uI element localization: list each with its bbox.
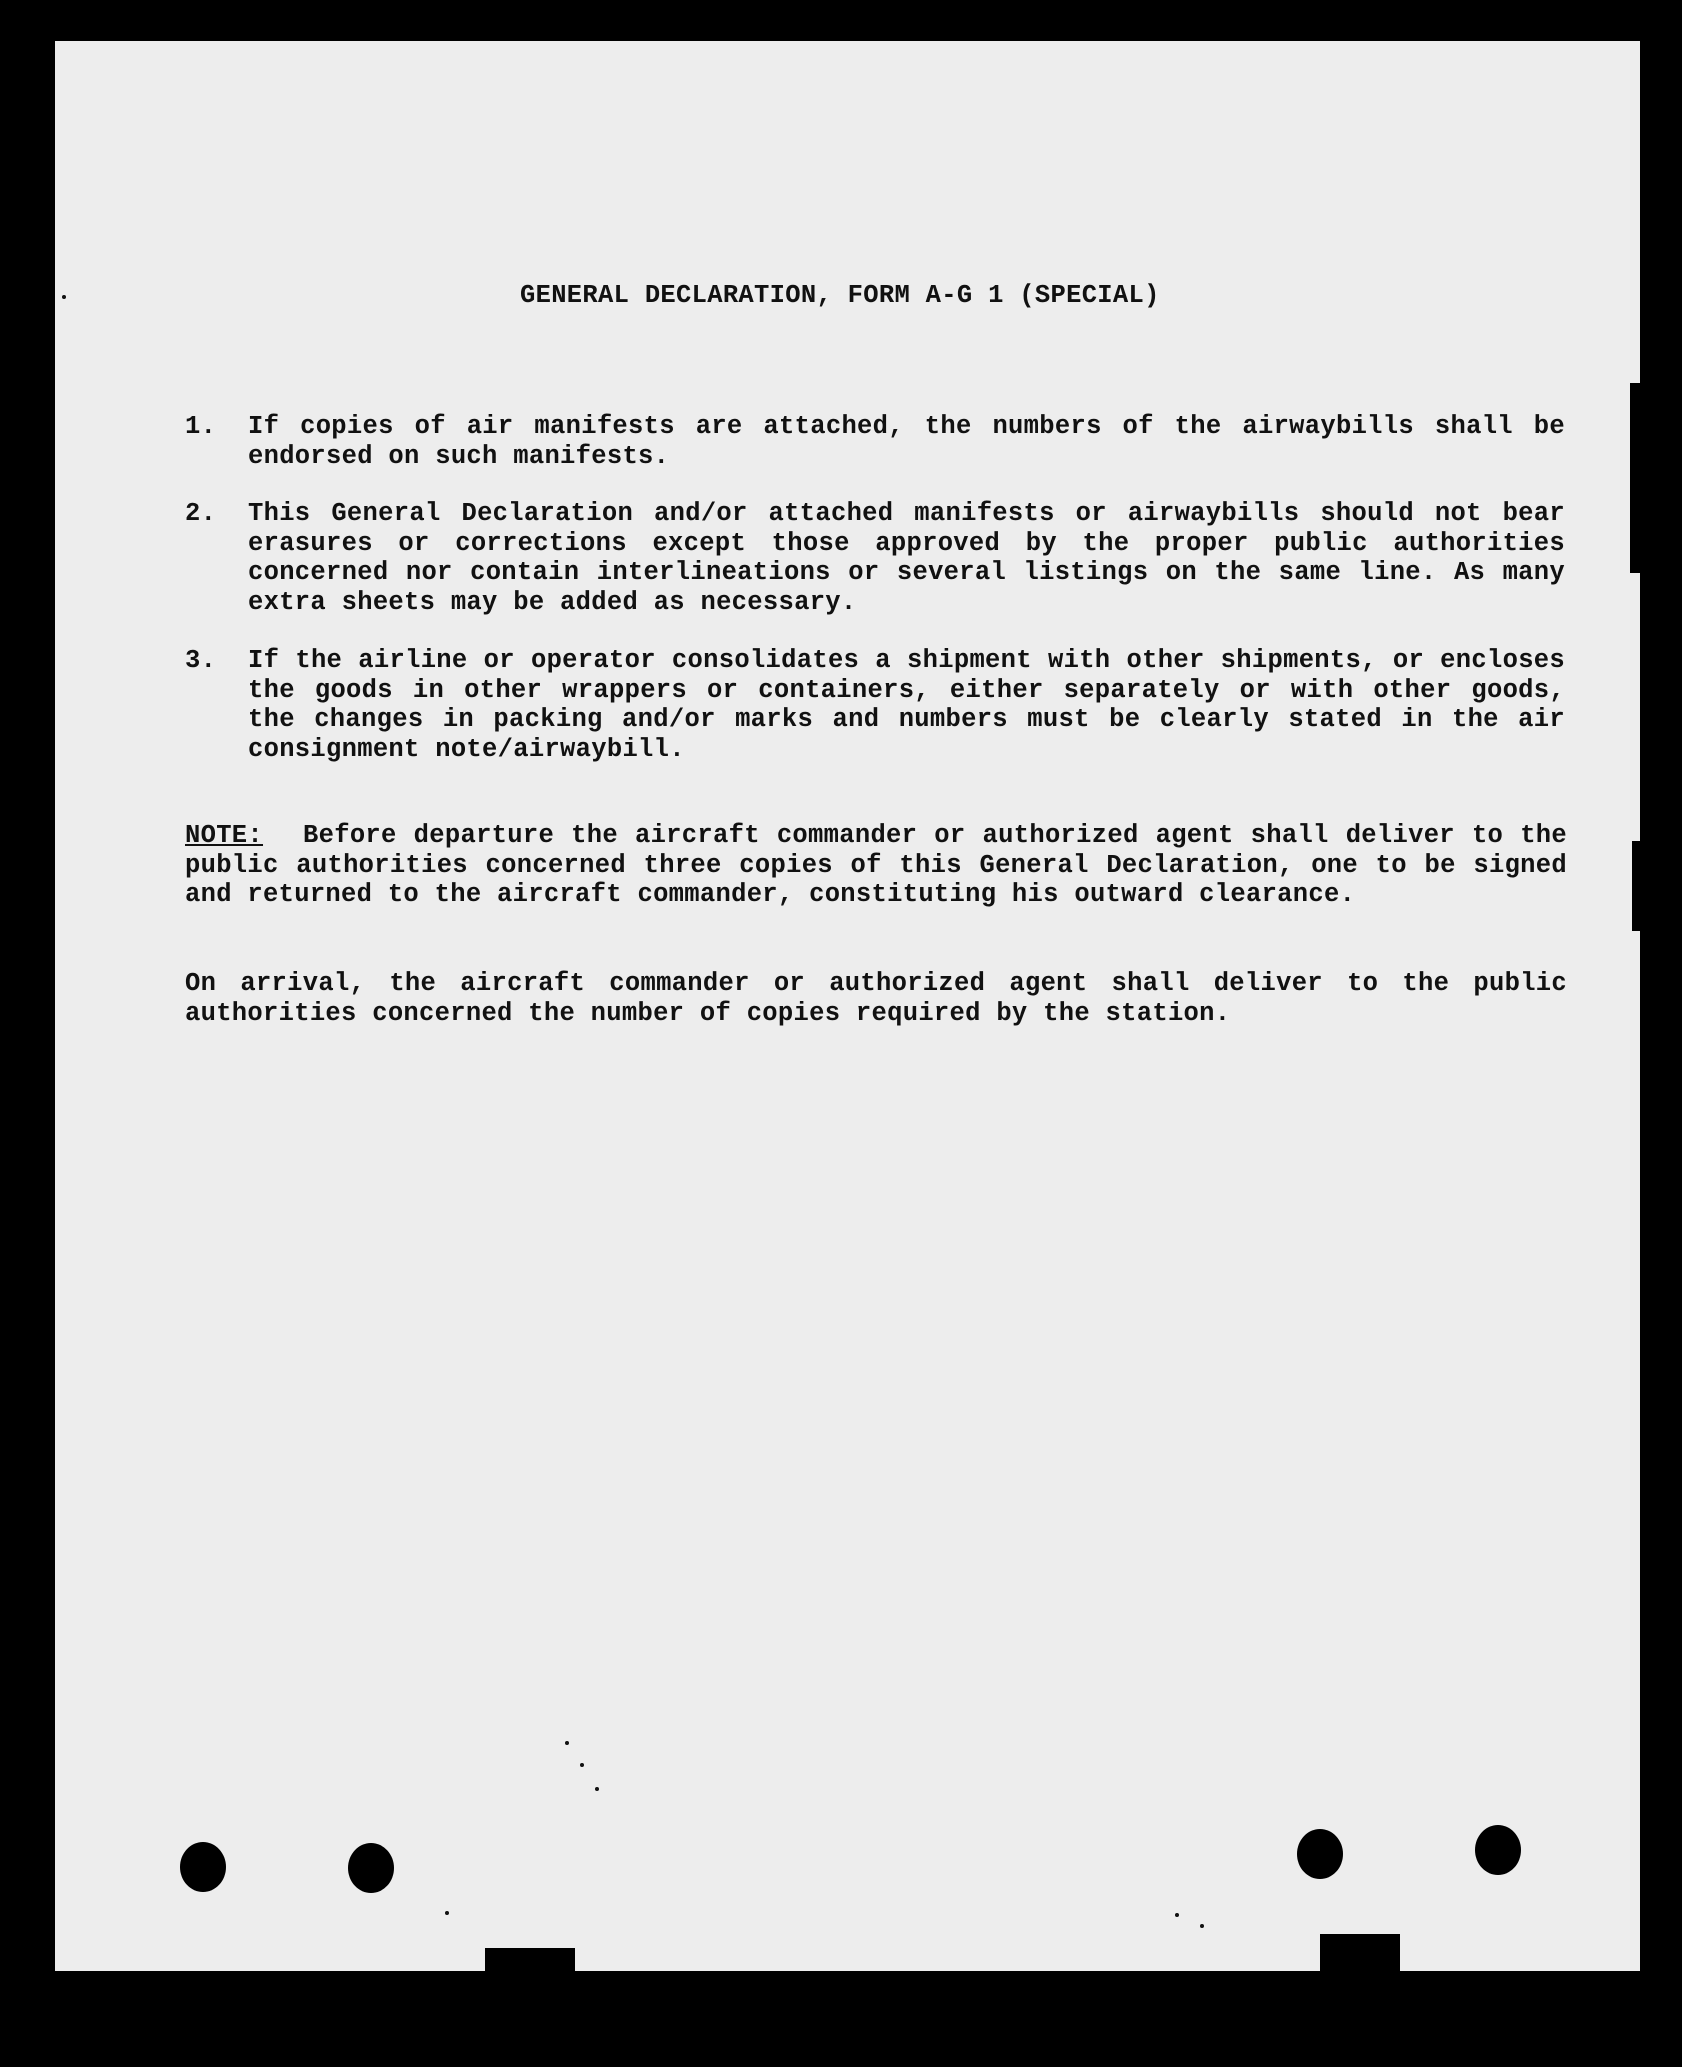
speck: [1200, 1924, 1204, 1928]
punch-hole: [348, 1843, 394, 1893]
arrival-paragraph: On arrival, the aircraft commander or authorized agent shall deliver to the public authorities concerned the number of copies required by the station.: [185, 969, 1567, 1028]
speck: [595, 1787, 599, 1791]
note-text: Before departure the aircraft commander or authorized agent shall deliver to the public authorities concerned three copies of this General Declaration, one to be signed and returned to the aircraft commander, constituting his outward clearance.: [185, 821, 1567, 909]
speck: [445, 1911, 449, 1915]
punch-hole: [1297, 1829, 1343, 1879]
note-label: NOTE:: [185, 821, 264, 850]
document-title: GENERAL DECLARATION, FORM A-G 1 (SPECIAL): [520, 281, 1160, 310]
edge-shadow: [1632, 841, 1642, 931]
note-paragraph: [185, 821, 1567, 910]
item-text: This General Declaration and/or attached manifests or airwaybills should not bear erasures or corrections except those approved by the proper public authorities concerned nor contain interlineations or several listings on the same line. As many extra sheets may be added as necessary.: [248, 499, 1565, 617]
torn-edge: [485, 1948, 575, 1973]
item-number: 2.: [185, 499, 217, 528]
item-text: If the airline or operator consolidates a shipment with other shipments, or encloses the goods in other wrappers or containers, either separately or with other goods, the changes in packing and/or marks and numbers must be clearly stated in the air consignment note/airwaybill.: [248, 646, 1565, 764]
punch-hole: [180, 1842, 226, 1892]
speck: [62, 295, 66, 299]
edge-shadow: [1630, 383, 1642, 573]
item-number: 1.: [185, 412, 217, 441]
speck: [580, 1763, 584, 1767]
punch-hole: [1475, 1825, 1521, 1875]
speck: [565, 1741, 569, 1745]
torn-edge: [1320, 1934, 1400, 1974]
speck: [1175, 1913, 1179, 1917]
item-number: 3.: [185, 646, 217, 675]
paper-sheet: [55, 41, 1640, 1971]
item-text: If copies of air manifests are attached, the numbers of the airwaybills shall be endorsed on such manifests.: [248, 412, 1565, 471]
